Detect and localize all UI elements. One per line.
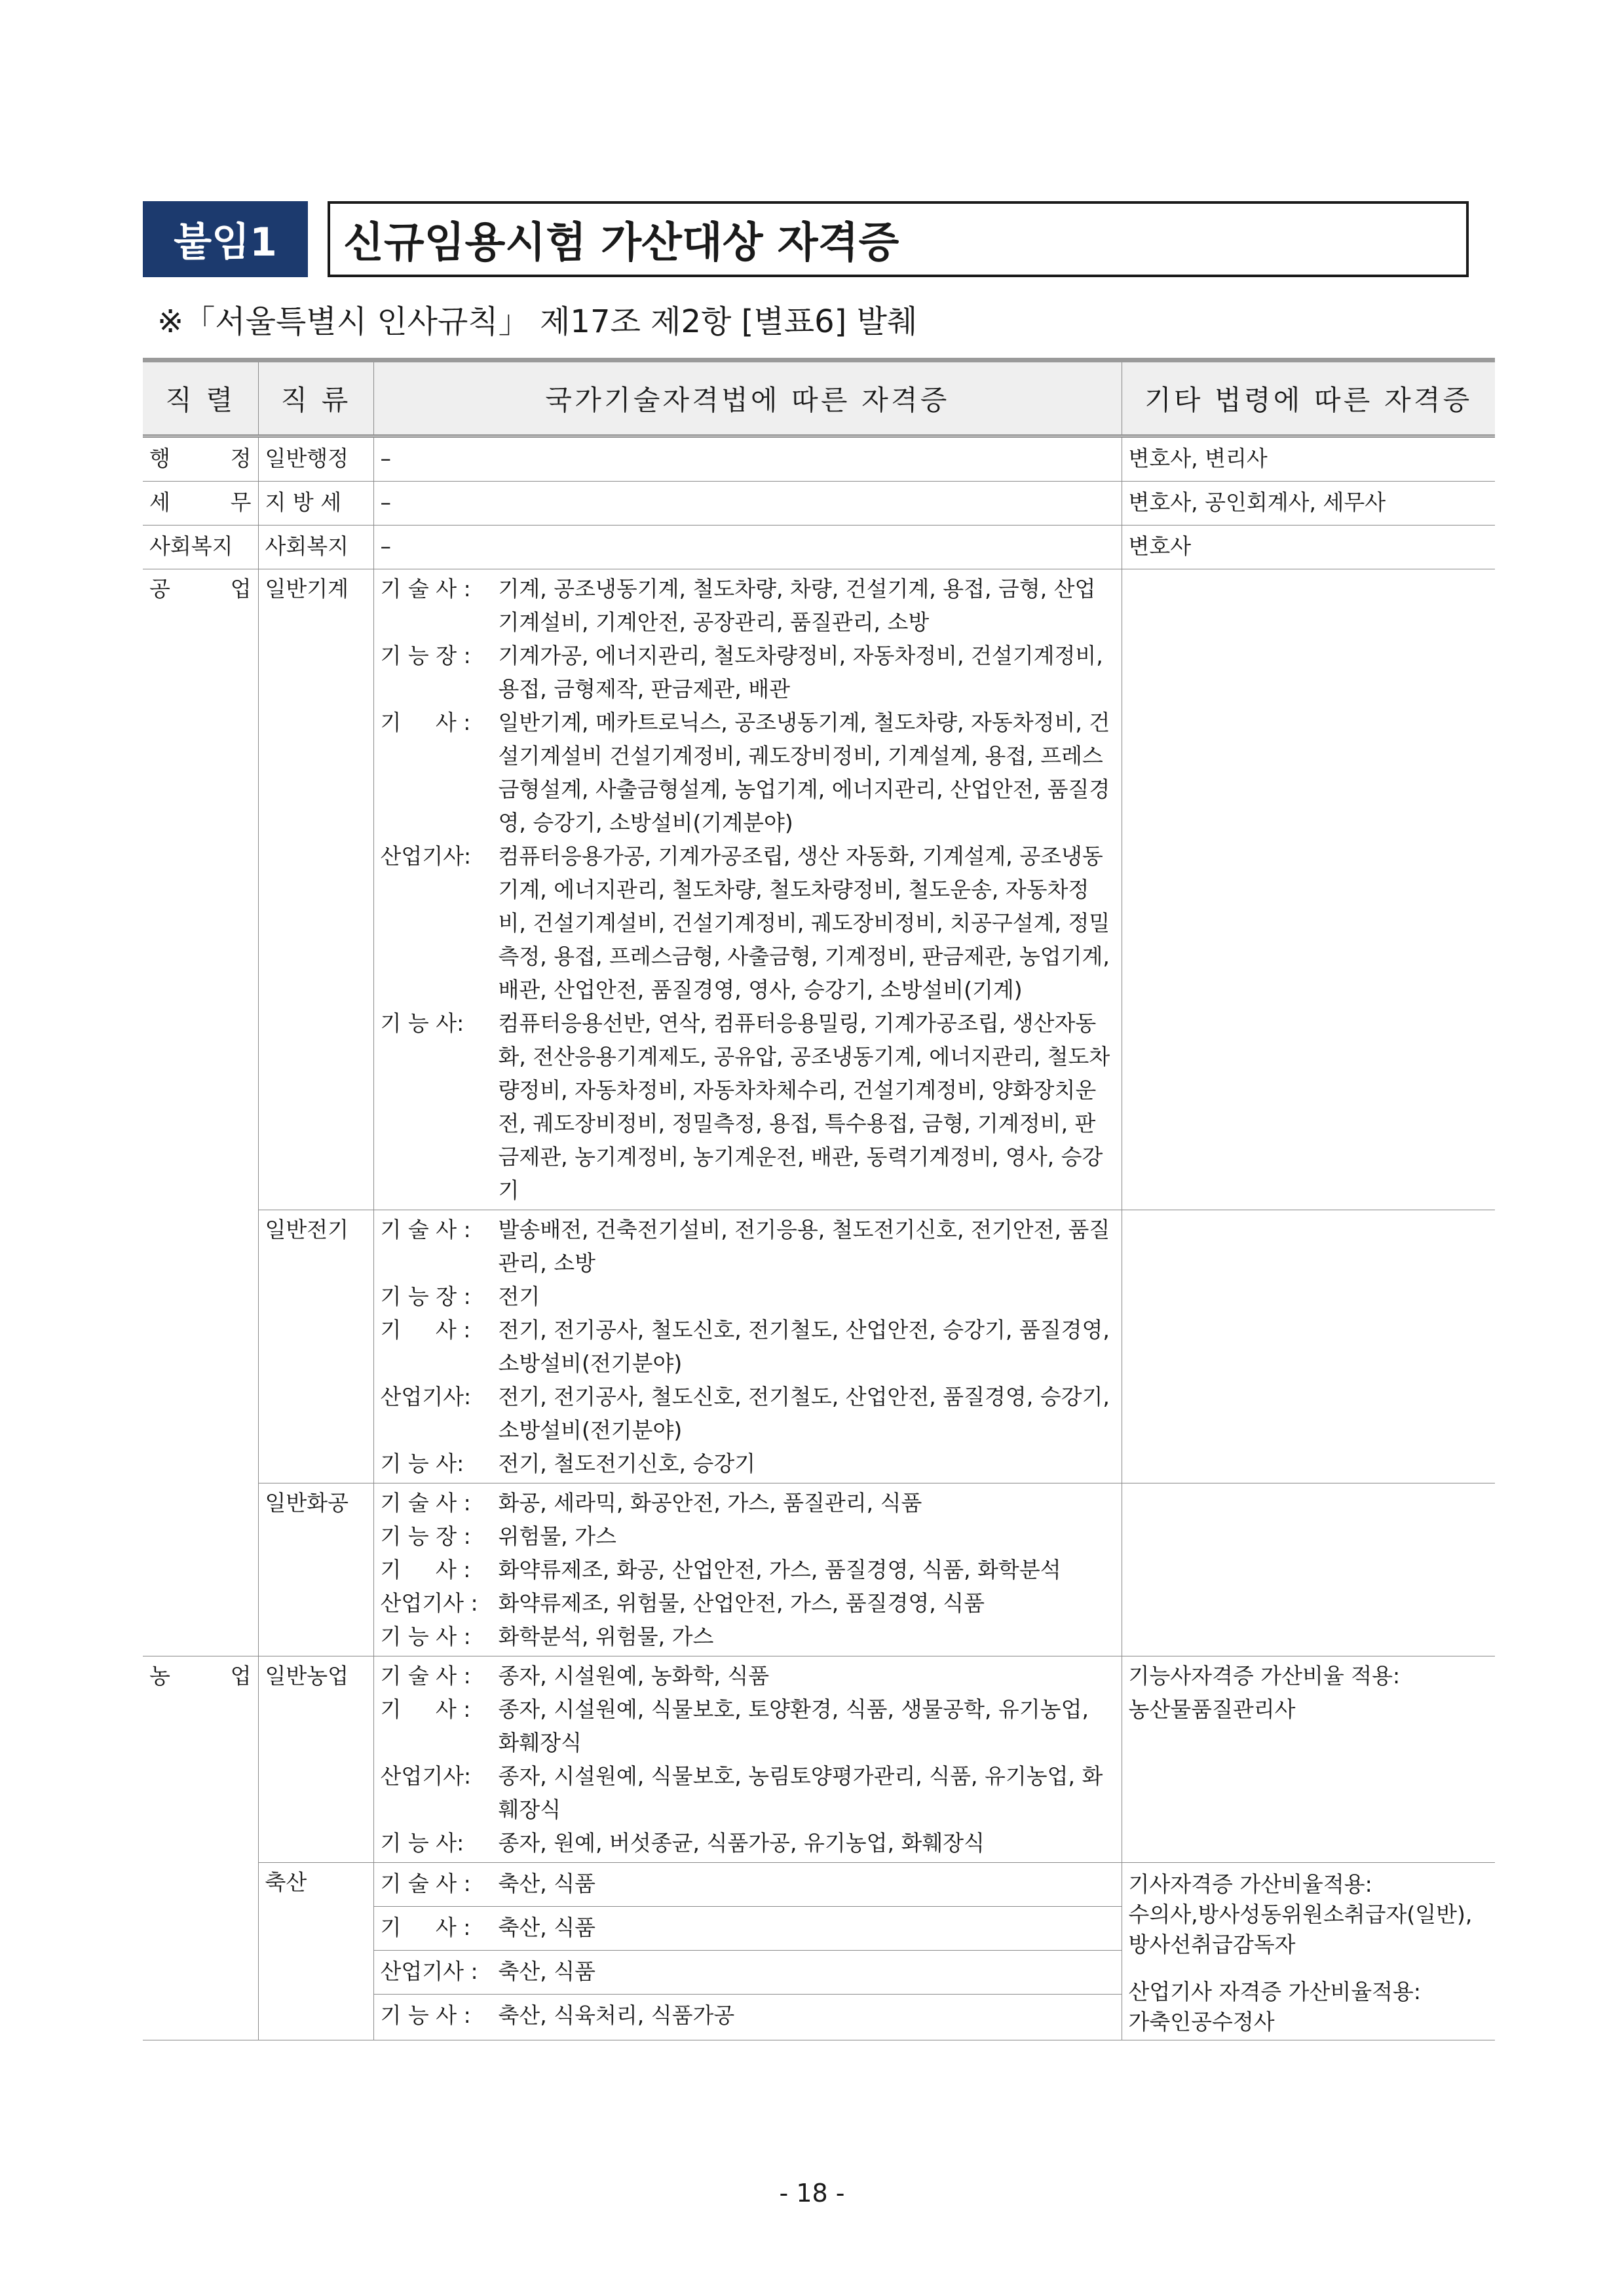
qualification-entry	[381, 1826, 1115, 1860]
qualification-entry	[381, 706, 1115, 839]
qualification-entry	[381, 839, 1115, 1006]
page-title: 신규임용시험 가산대상 자격증	[328, 201, 1469, 277]
class-cell: 일반전기	[258, 1210, 373, 1483]
grade-label: 기 능 장 :	[380, 1523, 471, 1549]
class-cell: 일반농업	[258, 1656, 373, 1863]
note-body: 수의사,방사성동위원소취급자(일반), 방사선취급감독자	[1128, 1902, 1473, 1957]
qualification-list: 전기, 전기공사, 철도신호, 전기철도, 산업안전, 승강기, 품질경영, 소방설비(전기분야)	[498, 1317, 1110, 1376]
national-cell: –	[373, 436, 1122, 482]
qualification-list: 종자, 원예, 버섯종균, 식품가공, 유기농업, 화훼장식	[498, 1830, 985, 1856]
qualification-entry	[381, 1213, 1115, 1280]
table-row	[143, 526, 1495, 569]
qualification-list: 화약류제조, 위험물, 산업안전, 가스, 품질경영, 식품	[498, 1590, 985, 1616]
qualification-entry	[381, 639, 1115, 706]
qualification-list: 종자, 시설원예, 농화학, 식품	[498, 1663, 770, 1689]
class-cell: 지 방 세	[258, 482, 373, 526]
class-cell: 일반화공	[258, 1483, 373, 1656]
qualification-entry	[381, 1553, 1115, 1586]
qualification-entry	[381, 1586, 1115, 1620]
national-cell	[373, 1863, 1122, 2040]
qualification-list: 기계, 공조냉동기계, 철도차량, 차량, 건설기계, 용접, 금형, 산업기계설비, 기계안전, 공장관리, 품질관리, 소방	[498, 576, 1096, 635]
qualification-entry	[381, 1520, 1115, 1553]
qualification-entry	[381, 572, 1115, 639]
qualification-list: 기계가공, 에너지관리, 철도차량정비, 자동차정비, 건설기계정비, 용접, 금형제작, 판금제관, 배관	[498, 643, 1103, 702]
qualification-entry	[374, 1994, 1122, 2038]
series-name: 행 정	[149, 446, 252, 471]
table-row	[143, 482, 1495, 526]
qualification-list: 화공, 세라믹, 화공안전, 가스, 품질관리, 식품	[498, 1490, 922, 1516]
qualification-list: 일반기계, 메카트로닉스, 공조냉동기계, 철도차량, 자동차정비, 건설기계설비 건설기계정비, 궤도장비정비, 기계설계, 용접, 프레스금형설계, 사출금형설계, 농업기계, 에너지관리, 산업안전, 품질경영, 승강기, 소방설비(기계분야)	[498, 710, 1110, 835]
national-cell: –	[373, 526, 1122, 569]
qualification-list: 전기, 전기공사, 철도신호, 전기철도, 산업안전, 품질경영, 승강기, 소방설비(전기분야)	[498, 1384, 1110, 1443]
series-cell	[143, 436, 258, 482]
series-cell	[143, 569, 258, 1656]
grade-label: 기 사 :	[380, 710, 471, 735]
qualification-entry	[381, 1447, 1115, 1480]
col-header-class: 직 류	[258, 360, 373, 436]
grade-label: 기 능 사 :	[380, 1624, 471, 1649]
national-cell	[373, 569, 1122, 1210]
grade-label: 산업기사:	[380, 843, 472, 869]
note-title: 기사자격증 가산비율적용:	[1128, 1871, 1372, 1897]
series-cell	[143, 482, 258, 526]
qualification-list: 발송배전, 건축전기설비, 전기응용, 철도전기신호, 전기안전, 품질관리, 소방	[498, 1217, 1110, 1276]
qualification-list: 축산, 식품	[498, 1915, 595, 1940]
grade-label: 기 술 사 :	[380, 1490, 471, 1516]
qualification-entry	[381, 1280, 1115, 1313]
grade-label: 산업기사:	[380, 1384, 472, 1409]
qualification-list: 화약류제조, 화공, 산업안전, 가스, 품질경영, 식품, 화학분석	[498, 1557, 1061, 1582]
note-title: 기능사자격증 가산비율 적용:	[1128, 1663, 1401, 1689]
qualification-entry	[381, 1759, 1115, 1826]
qualification-list: 종자, 시설원예, 식물보호, 농림토양평가관리, 식품, 유기농업, 화훼장식	[498, 1763, 1103, 1822]
note-body: 농산물품질관리사	[1128, 1696, 1296, 1722]
grade-label: 기 술 사 :	[380, 576, 471, 602]
qualification-entry	[381, 1693, 1115, 1759]
class-cell: 일반행정	[258, 436, 373, 482]
qualification-entry	[381, 1006, 1115, 1207]
qualification-list: 전기	[498, 1284, 540, 1309]
other-cell: 변호사	[1122, 526, 1495, 569]
national-cell	[373, 1210, 1122, 1483]
qualification-list: 컴퓨터응용선반, 연삭, 컴퓨터응용밀링, 기계가공조립, 생산자동화, 전산응용기계제도, 공유압, 공조냉동기계, 에너지관리, 철도차량정비, 자동차정비, 자동차차체수리, 건설기계정비, 양화장치운전, 궤도장비정비, 정밀측정, 용접, 특수용접, 금형, 기계정비, 판금제관, 농기계정비, 농기계운전, 배관, 동력기계정비, 영사, 승강기	[498, 1010, 1110, 1203]
grade-label: 기 능 장 :	[380, 643, 471, 668]
grade-label: 기 술 사 :	[380, 1217, 471, 1242]
table-row	[143, 1210, 1495, 1483]
grade-label: 기 능 장 :	[380, 1284, 471, 1309]
qualification-list: 화학분석, 위험물, 가스	[498, 1624, 714, 1649]
qualification-list: 종자, 시설원예, 식물보호, 토양환경, 식품, 생물공학, 유기농업, 화훼장식	[498, 1696, 1089, 1755]
series-cell	[143, 1656, 258, 2040]
other-cell	[1122, 569, 1495, 1210]
grade-label: 기 술 사 :	[380, 1663, 471, 1689]
other-cell	[1122, 1210, 1495, 1483]
qualification-list: 축산, 식품	[498, 1959, 595, 1984]
other-cell	[1122, 1483, 1495, 1656]
series-name: 농 업	[149, 1663, 252, 1689]
grade-label: 기 능 사:	[380, 1830, 464, 1856]
col-header-other: 기타 법령에 따른 자격증	[1122, 360, 1495, 436]
table-row	[143, 436, 1495, 482]
qualification-list: 위험물, 가스	[498, 1523, 616, 1549]
other-cell	[1122, 1656, 1495, 1863]
qualification-list: 컴퓨터응용가공, 기계가공조립, 생산 자동화, 기계설계, 공조냉동기계, 에너지관리, 철도차량, 철도차량정비, 철도운송, 자동차정비, 건설기계설비, 건설기계정비, 궤도장비정비, 치공구설계, 정밀측정, 용접, 프레스금형, 사출금형, 기계정비, 판금제관, 농업기계, 배관, 산업안전, 품질경영, 영사, 승강기, 소방설비(기계)	[498, 843, 1110, 1003]
qualification-entry	[381, 1380, 1115, 1447]
qualification-entry	[374, 1950, 1122, 1994]
national-cell	[373, 1483, 1122, 1656]
qualification-entry	[374, 1863, 1122, 1906]
class-cell: 사회복지	[258, 526, 373, 569]
series-cell: 사회복지	[143, 526, 258, 569]
grade-label: 산업기사 :	[380, 1590, 478, 1616]
qualification-entry	[381, 1659, 1115, 1693]
qualification-list: 축산, 식품	[498, 1871, 595, 1896]
table-row	[143, 1863, 1495, 2040]
qualification-entry	[374, 1906, 1122, 1950]
qualification-entry	[381, 1313, 1115, 1380]
table-header-row	[143, 360, 1495, 436]
series-name: 공 업	[149, 576, 252, 602]
grade-label: 기 사 :	[380, 1557, 471, 1582]
other-cell: 변호사, 변리사	[1122, 436, 1495, 482]
grade-label: 기 능 사:	[380, 1010, 464, 1036]
grade-label: 기 능 사 :	[380, 2002, 471, 2028]
grade-label: 산업기사:	[380, 1763, 472, 1789]
qualification-list: 전기, 철도전기신호, 승강기	[498, 1451, 756, 1476]
qualification-table	[143, 358, 1495, 2040]
note-body: 가축인공수정사	[1128, 2009, 1275, 2035]
subtitle: ※「서울특별시 인사규칙」 제17조 제2항 [별표6] 발췌	[157, 303, 918, 340]
other-cell: 변호사, 공인회계사, 세무사	[1122, 482, 1495, 526]
grade-label: 기 능 사:	[380, 1451, 464, 1476]
qualification-entry	[381, 1620, 1115, 1653]
national-cell	[373, 1656, 1122, 1863]
qualification-list: 축산, 식육처리, 식품가공	[498, 2002, 735, 2028]
grade-label: 산업기사 :	[380, 1959, 478, 1984]
table-row	[143, 1656, 1495, 1863]
attachment-badge: 붙임1	[143, 201, 308, 277]
grade-label: 기 사 :	[380, 1317, 471, 1343]
grade-label: 기 사 :	[380, 1915, 471, 1940]
table-row	[143, 1483, 1495, 1656]
other-cell	[1122, 1863, 1495, 2040]
national-cell: –	[373, 482, 1122, 526]
table-row	[143, 569, 1495, 1210]
qualification-entry	[381, 1486, 1115, 1520]
class-cell: 축산	[258, 1863, 373, 2040]
page-number: - 18 -	[779, 2179, 845, 2208]
grade-label: 기 사 :	[380, 1696, 471, 1722]
note-title: 산업기사 자격증 가산비율적용:	[1128, 1979, 1422, 2004]
col-header-series: 직 렬	[143, 360, 258, 436]
grade-label: 기 술 사 :	[380, 1871, 471, 1896]
col-header-national: 국가기술자격법에 따른 자격증	[373, 360, 1122, 436]
class-cell: 일반기계	[258, 569, 373, 1210]
series-name: 세 무	[149, 489, 252, 515]
